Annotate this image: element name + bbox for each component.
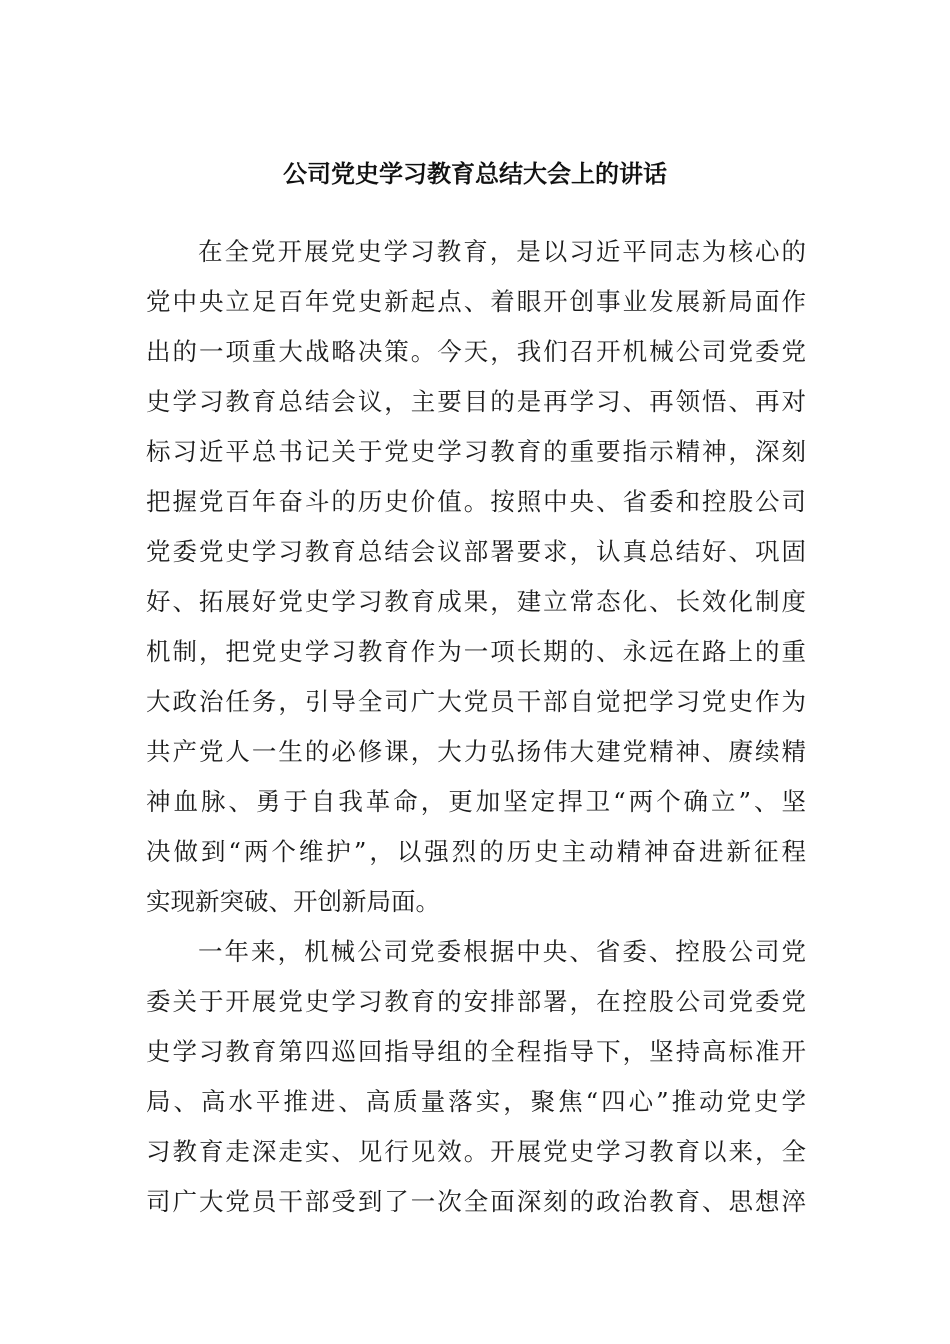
text-line: 把握党百年奋斗的历史价值。按照中央、省委和控股公司 bbox=[146, 487, 806, 516]
text-line: 标习近平总书记关于党史学习教育的重要指示精神，深刻 bbox=[146, 437, 806, 466]
text-line: 史学习教育总结会议，主要目的是再学习、再领悟、再对 bbox=[146, 387, 806, 416]
text-line: 机制，把党史学习教育作为一项长期的、永远在路上的重 bbox=[146, 637, 806, 666]
text-line: 委关于开展党史学习教育的安排部署，在控股公司党委党 bbox=[146, 987, 806, 1016]
text-line: 大政治任务，引导全司广大党员干部自觉把学习党史作为 bbox=[146, 687, 806, 716]
document-title: 公司党史学习教育总结大会上的讲话 bbox=[283, 160, 667, 188]
paragraph-1 bbox=[146, 227, 806, 927]
text-line: 习教育走深走实、见行见效。开展党史学习教育以来，全 bbox=[146, 1137, 806, 1166]
text-line: 一年来，机械公司党委根据中央、省委、控股公司党 bbox=[198, 937, 806, 966]
text-line: 党委党史学习教育总结会议部署要求，认真总结好、巩固 bbox=[146, 537, 806, 566]
text-line: 决做到“两个维护”，以强烈的历史主动精神奋进新征程 bbox=[146, 837, 806, 866]
text-line: 在全党开展党史学习教育，是以习近平同志为核心的 bbox=[198, 237, 806, 266]
text-line: 共产党人一生的必修课，大力弘扬伟大建党精神、赓续精 bbox=[146, 737, 806, 766]
text-line: 实现新突破、开创新局面。 bbox=[146, 887, 440, 916]
text-line: 史学习教育第四巡回指导组的全程指导下，坚持高标准开 bbox=[146, 1037, 806, 1066]
paragraph-2 bbox=[146, 927, 806, 1227]
text-line: 出的一项重大战略决策。今天，我们召开机械公司党委党 bbox=[146, 337, 806, 366]
text-line: 司广大党员干部受到了一次全面深刻的政治教育、思想淬 bbox=[146, 1187, 806, 1216]
text-line: 神血脉、勇于自我革命，更加坚定捍卫“两个确立”、坚 bbox=[146, 787, 806, 816]
document-body bbox=[146, 227, 806, 1227]
text-line: 好、拓展好党史学习教育成果，建立常态化、长效化制度 bbox=[146, 587, 806, 616]
text-line: 党中央立足百年党史新起点、着眼开创事业发展新局面作 bbox=[146, 287, 806, 316]
text-line: 局、高水平推进、高质量落实，聚焦“四心”推动党史学 bbox=[146, 1087, 806, 1116]
